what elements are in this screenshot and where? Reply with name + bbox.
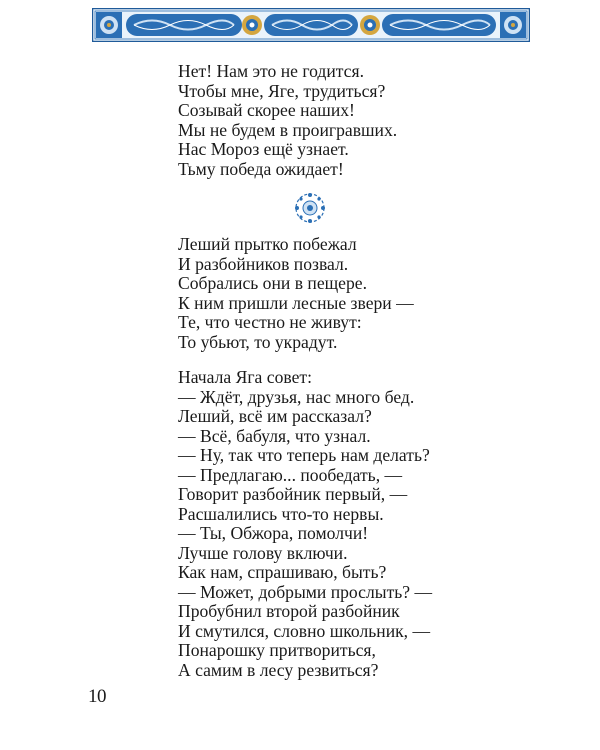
poem-line: Лучше голову включи. [178, 542, 348, 563]
poem-stanza-1 [178, 62, 397, 179]
poem-line: Леший, всё им рассказал? [178, 406, 372, 426]
poem-stanza-3 [178, 368, 432, 680]
poem-line: — Всё, бабуля, что узнал. [178, 425, 371, 446]
poem-line: То убьют, то украдут. [178, 331, 338, 352]
ornament-cap-right-icon [500, 12, 526, 38]
ornament-medallion-2 [360, 15, 380, 35]
poem-line: Понарошку притвориться, [178, 640, 376, 660]
poem-line: И смутился, словно школьник, — [178, 620, 431, 641]
poem-line: Те, что честно не живут: [178, 312, 362, 332]
poem-line: — Может, добрыми прослыть? — [178, 581, 433, 602]
ornament-cap-left-icon [96, 12, 122, 38]
snowflake-ornament-icon [294, 192, 326, 224]
poem-line: Начала Яга совет: [178, 367, 312, 387]
page-number: 10 [88, 686, 106, 707]
poem-line: — Ну, так что теперь нам делать? [178, 445, 430, 465]
poem-line: К ним пришли лесные звери — [178, 292, 414, 313]
poem-line: Нас Мороз ещё узнает. [178, 139, 349, 159]
poem-line: А самим в лесу резвиться? [178, 659, 379, 680]
ornament-panel-2 [264, 14, 358, 36]
poem-line: Как нам, спрашиваю, быть? [178, 562, 387, 582]
poem-line: Мы не будем в проигравших. [178, 119, 398, 140]
poem-line: — Предлагаю... пообедать, — [178, 464, 403, 485]
header-ornament-band [92, 8, 530, 42]
ornament-panel-1 [126, 14, 242, 36]
folk-ornament-band-icon [92, 8, 530, 42]
poem-line: Говорит разбойник первый, — [178, 484, 408, 504]
ornament-medallion-1 [242, 15, 262, 35]
poem-line: Пробубнил второй разбойник [178, 601, 400, 621]
ornament-panel-3 [382, 14, 496, 36]
poem-line: Созывай скорее наших! [178, 100, 355, 120]
poem-line: Тьму победа ожидает! [178, 158, 344, 179]
poem-line: Расшалились что-то нервы. [178, 503, 384, 524]
poem-line: Нет! Нам это не годится. [178, 61, 364, 81]
poem-line: Леший прытко побежал [178, 234, 357, 254]
poem-line: И разбойников позвал. [178, 253, 349, 274]
poem-line: Собрались они в пещере. [178, 273, 367, 293]
poem-line: — Ждёт, друзья, нас много бед. [178, 386, 415, 407]
poem-stanza-2 [178, 235, 414, 352]
section-divider [294, 192, 326, 224]
poem-line: Чтобы мне, Яге, трудиться? [178, 80, 386, 101]
poem-line: — Ты, Обжора, помолчи! [178, 523, 369, 543]
